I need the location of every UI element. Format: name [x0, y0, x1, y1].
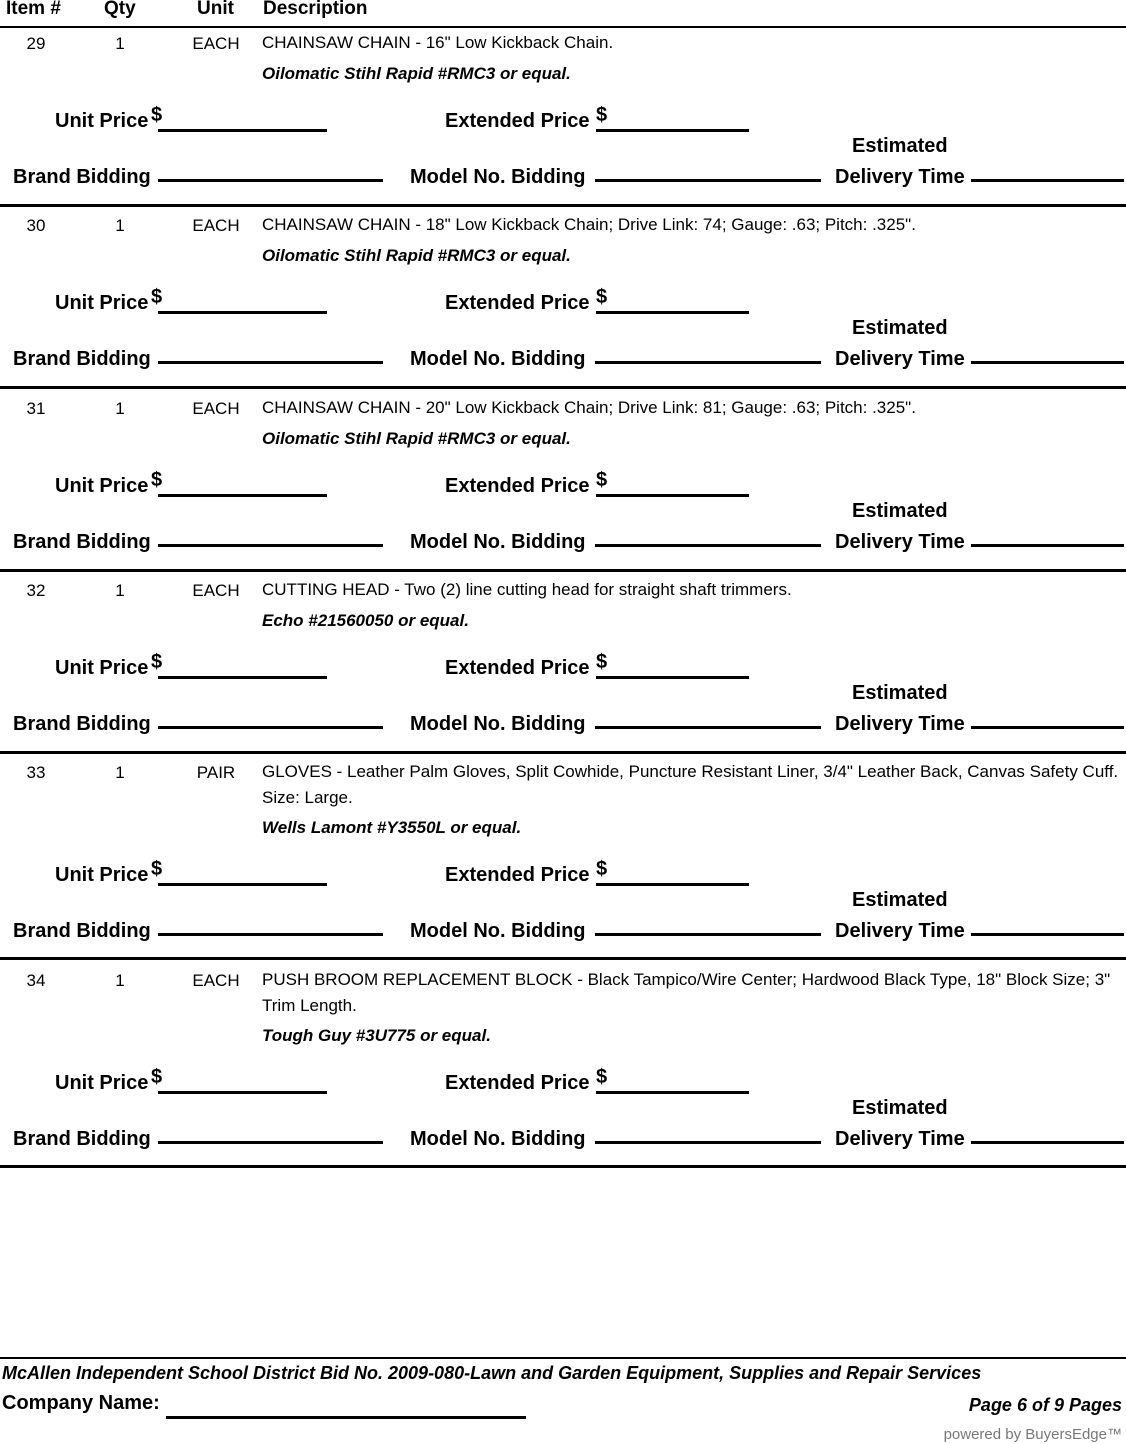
extended-price-label: Extended Price — [445, 864, 590, 886]
model-no-bidding-field[interactable] — [595, 1141, 821, 1144]
extended-price-label: Extended Price — [445, 1072, 590, 1094]
item-qty: 1 — [115, 399, 125, 418]
unit-price-dollar: $ — [151, 651, 163, 673]
estimated-label: Estimated — [852, 135, 948, 157]
item-unit: EACH — [192, 216, 240, 235]
bid-item-33 — [0, 757, 1126, 960]
extended-price-label: Extended Price — [445, 475, 590, 497]
item-unit: EACH — [192, 971, 240, 990]
unit-price-dollar: $ — [151, 286, 163, 308]
unit-price-label: Unit Price — [55, 110, 149, 132]
estimated-label: Estimated — [852, 682, 948, 704]
model-no-bidding-label: Model No. Bidding — [410, 348, 586, 370]
brand-bidding-field[interactable] — [158, 1141, 383, 1144]
extended-price-field[interactable] — [596, 676, 749, 679]
brand-bidding-field[interactable] — [158, 361, 383, 364]
footer-divider — [0, 1357, 1126, 1359]
unit-price-label: Unit Price — [55, 864, 149, 886]
extended-price-field[interactable] — [596, 129, 749, 132]
brand-bidding-field[interactable] — [158, 544, 383, 547]
delivery-time-field[interactable] — [971, 544, 1124, 547]
unit-price-label: Unit Price — [55, 657, 149, 679]
extended-price-field[interactable] — [596, 311, 749, 314]
delivery-time-label: Delivery Time — [835, 348, 965, 370]
item-unit: EACH — [192, 399, 240, 418]
item-qty: 1 — [115, 971, 125, 990]
extended-price-dollar: $ — [596, 1066, 608, 1088]
unit-price-dollar: $ — [151, 1066, 163, 1088]
page-number: Page 6 of 9 Pages — [968, 1395, 1122, 1415]
item-number: 29 — [26, 34, 46, 53]
extended-price-field[interactable] — [596, 494, 749, 497]
unit-price-field[interactable] — [158, 494, 327, 497]
header-qty: Qty — [104, 0, 136, 19]
unit-price-label: Unit Price — [55, 1072, 149, 1094]
item-description: GLOVES - Leather Palm Gloves, Split Cowhide, Puncture Resistant Liner, 3/4" Leather Back, Canvas Safety Cuff. Size: Large. — [262, 762, 1119, 807]
model-no-bidding-label: Model No. Bidding — [410, 531, 586, 553]
extended-price-label: Extended Price — [445, 110, 590, 132]
extended-price-label: Extended Price — [445, 657, 590, 679]
item-brand: Oilomatic Stihl Rapid #RMC3 or equal. — [262, 429, 571, 448]
delivery-time-field[interactable] — [971, 179, 1124, 182]
powered-by: powered by BuyersEdge™ — [943, 1426, 1122, 1443]
brand-bidding-field[interactable] — [158, 726, 383, 729]
header-unit: Unit — [197, 0, 234, 19]
item-description: PUSH BROOM REPLACEMENT BLOCK - Black Tampico/Wire Center; Hardwood Black Type, 18" Block Size; 3" Trim Length. — [262, 970, 1111, 1015]
company-name-field[interactable] — [166, 1416, 526, 1419]
estimated-label: Estimated — [852, 317, 948, 339]
unit-price-field[interactable] — [158, 311, 327, 314]
delivery-time-field[interactable] — [971, 933, 1124, 936]
model-no-bidding-label: Model No. Bidding — [410, 713, 586, 735]
item-brand: Echo #21560050 or equal. — [262, 611, 469, 630]
model-no-bidding-field[interactable] — [595, 361, 821, 364]
item-number: 32 — [26, 581, 46, 600]
brand-bidding-label: Brand Bidding — [13, 713, 151, 735]
model-no-bidding-field[interactable] — [595, 933, 821, 936]
item-brand: Oilomatic Stihl Rapid #RMC3 or equal. — [262, 246, 571, 265]
estimated-label: Estimated — [852, 1097, 948, 1119]
model-no-bidding-field[interactable] — [595, 179, 821, 182]
estimated-label: Estimated — [852, 889, 948, 911]
header-item: Item # — [6, 0, 61, 19]
brand-bidding-label: Brand Bidding — [13, 531, 151, 553]
unit-price-label: Unit Price — [55, 292, 149, 314]
unit-price-dollar: $ — [151, 858, 163, 880]
extended-price-dollar: $ — [596, 104, 608, 126]
bid-item-32 — [0, 575, 1126, 754]
item-number: 31 — [26, 399, 46, 418]
brand-bidding-label: Brand Bidding — [13, 1128, 151, 1150]
extended-price-dollar: $ — [596, 858, 608, 880]
model-no-bidding-label: Model No. Bidding — [410, 166, 586, 188]
delivery-time-label: Delivery Time — [835, 920, 965, 942]
item-brand: Tough Guy #3U775 or equal. — [262, 1026, 491, 1045]
extended-price-dollar: $ — [596, 651, 608, 673]
item-unit: EACH — [192, 34, 240, 53]
brand-bidding-field[interactable] — [158, 179, 383, 182]
unit-price-dollar: $ — [151, 469, 163, 491]
brand-bidding-label: Brand Bidding — [13, 166, 151, 188]
delivery-time-field[interactable] — [971, 361, 1124, 364]
bid-item-30 — [0, 210, 1126, 389]
unit-price-dollar: $ — [151, 104, 163, 126]
model-no-bidding-field[interactable] — [595, 544, 821, 547]
item-unit: EACH — [192, 581, 240, 600]
brand-bidding-label: Brand Bidding — [13, 348, 151, 370]
item-description: CHAINSAW CHAIN - 16" Low Kickback Chain. — [262, 33, 614, 52]
header-description: Description — [263, 0, 368, 19]
unit-price-field[interactable] — [158, 129, 327, 132]
extended-price-field[interactable] — [596, 1091, 749, 1094]
delivery-time-field[interactable] — [971, 1141, 1124, 1144]
item-qty: 1 — [115, 216, 125, 235]
item-number: 30 — [26, 216, 46, 235]
item-description: CHAINSAW CHAIN - 20" Low Kickback Chain; Drive Link: 81; Gauge: .63; Pitch: .325". — [262, 398, 916, 417]
item-qty: 1 — [115, 34, 125, 53]
bid-item-29 — [0, 28, 1126, 207]
item-number: 34 — [26, 971, 46, 990]
item-qty: 1 — [115, 581, 125, 600]
company-name-label: Company Name: — [2, 1392, 160, 1414]
unit-price-field[interactable] — [158, 1091, 327, 1094]
column-header-row — [0, 0, 1126, 28]
item-description: CUTTING HEAD - Two (2) line cutting head for straight shaft trimmers. — [262, 580, 792, 599]
delivery-time-field[interactable] — [971, 726, 1124, 729]
brand-bidding-label: Brand Bidding — [13, 920, 151, 942]
unit-price-field[interactable] — [158, 676, 327, 679]
unit-price-label: Unit Price — [55, 475, 149, 497]
model-no-bidding-label: Model No. Bidding — [410, 920, 586, 942]
delivery-time-label: Delivery Time — [835, 1128, 965, 1150]
item-number: 33 — [26, 763, 46, 782]
extended-price-dollar: $ — [596, 469, 608, 491]
bid-title: McAllen Independent School District Bid No. 2009-080-Lawn and Garden Equipment, Supplies and Repair Services — [2, 1363, 982, 1383]
model-no-bidding-field[interactable] — [595, 726, 821, 729]
item-brand: Oilomatic Stihl Rapid #RMC3 or equal. — [262, 64, 571, 83]
extended-price-dollar: $ — [596, 286, 608, 308]
unit-price-field[interactable] — [158, 883, 327, 886]
bid-item-31 — [0, 393, 1126, 572]
estimated-label: Estimated — [852, 500, 948, 522]
brand-bidding-field[interactable] — [158, 933, 383, 936]
model-no-bidding-label: Model No. Bidding — [410, 1128, 586, 1150]
delivery-time-label: Delivery Time — [835, 531, 965, 553]
item-unit: PAIR — [196, 763, 236, 782]
item-description: CHAINSAW CHAIN - 18" Low Kickback Chain; Drive Link: 74; Gauge: .63; Pitch: .325". — [262, 215, 916, 234]
item-brand: Wells Lamont #Y3550L or equal. — [262, 818, 522, 837]
delivery-time-label: Delivery Time — [835, 713, 965, 735]
delivery-time-label: Delivery Time — [835, 166, 965, 188]
extended-price-field[interactable] — [596, 883, 749, 886]
extended-price-label: Extended Price — [445, 292, 590, 314]
item-qty: 1 — [115, 763, 125, 782]
bid-item-34 — [0, 965, 1126, 1168]
